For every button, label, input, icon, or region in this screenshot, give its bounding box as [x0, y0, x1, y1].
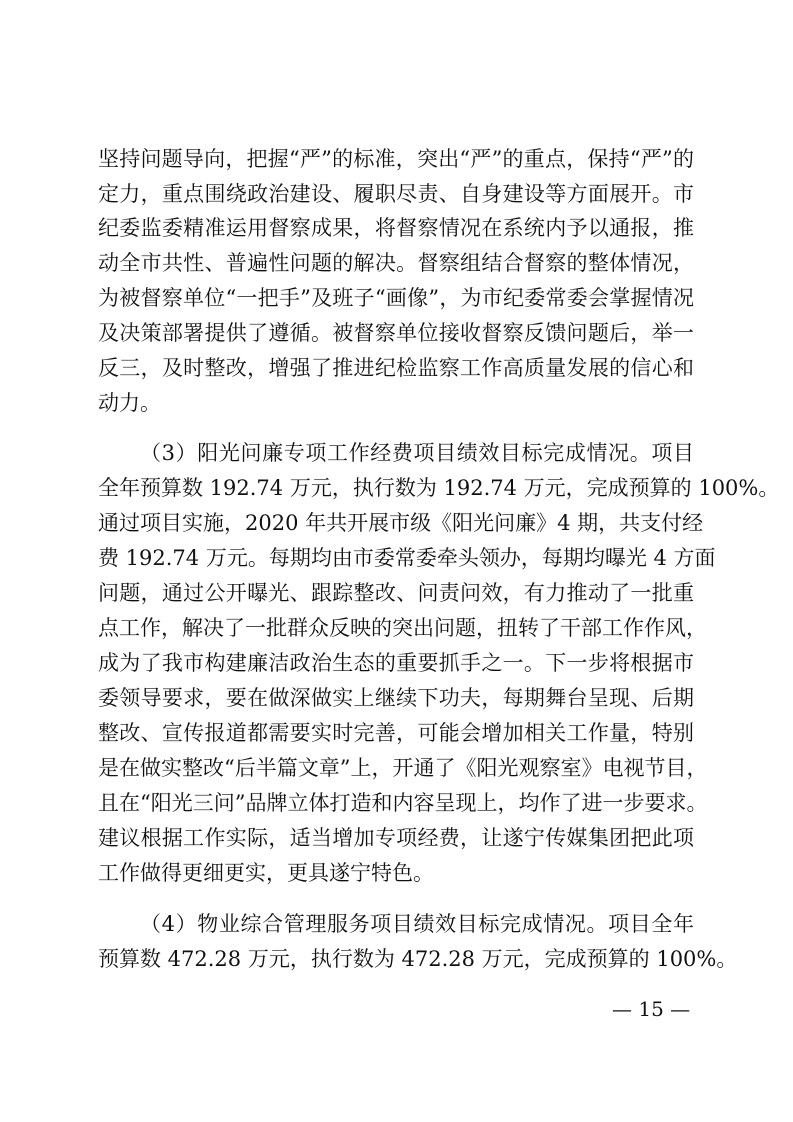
paragraph-line: 坚持问题导向，把握“严”的标准，突出“严”的重点，保持“严”的 — [98, 147, 694, 171]
paragraph-line: 工作做得更细更实，更具遂宁特色。 — [98, 861, 434, 885]
paragraph-line: 成为了我市构建廉洁政治生态的重要抓手之一。下一步将根据市 — [98, 651, 694, 675]
paragraph-line: 且在“阳光三问”品牌立体打造和内容呈现上，均作了进一步要求。 — [98, 791, 708, 815]
paragraph-line: 点工作，解决了一批群众反映的突出问题，扭转了干部工作作风， — [98, 616, 707, 640]
paragraph-line: 预算数 472.28 万元，执行数为 472.28 万元，完成预算的 100%。 — [98, 947, 738, 971]
paragraph-line: 问题，通过公开曝光、跟踪整改、问责问效，有力推动了一批重 — [98, 581, 694, 605]
paragraph-line: 为被督察单位“一把手”及班子“画像”，为市纪委常委会掌握情况 — [98, 286, 694, 310]
paragraph-line: 动全市共性、普遍性问题的解决。督察组结合督察的整体情况， — [98, 251, 694, 275]
paragraph-line: 动力。 — [98, 391, 161, 415]
paragraph-line: 通过项目实施，2020 年共开展市级《阳光问廉》4 期，共支付经 — [98, 511, 704, 535]
paragraph-line: 整改、宣传报道都需要实时完善，可能会增加相关工作量，特别 — [98, 721, 694, 745]
paragraph-line: 定力，重点围绕政治建设、履职尽责、自身建设等方面展开。市 — [98, 182, 694, 206]
paragraph-line: 及决策部署提供了遵循。被督察单位接收督察反馈问题后，举一 — [98, 321, 694, 345]
section-heading-line: （3）阳光问廉专项工作经费项目绩效目标完成情况。项目 — [140, 441, 694, 465]
section-heading-line: （4）物业综合管理服务项目绩效目标完成情况。项目全年 — [140, 912, 694, 936]
paragraph-line: 是在做实整改“后半篇文章”上，开通了《阳光观察室》电视节目， — [98, 756, 708, 780]
paragraph-line: 委领导要求，要在做深做实上继续下功夫，每期舞台呈现、后期 — [98, 686, 694, 710]
paragraph-line: 纪委监委精准运用督察成果，将督察情况在系统内予以通报，推 — [98, 216, 694, 240]
page-number: — 15 — — [612, 997, 691, 1021]
paragraph-line: 建议根据工作实际，适当增加专项经费，让遂宁传媒集团把此项 — [98, 826, 694, 850]
paragraph-line: 全年预算数 192.74 万元，执行数为 192.74 万元，完成预算的 100%。 — [98, 476, 780, 500]
paragraph-line: 反三，及时整改，增强了推进纪检监察工作高质量发展的信心和 — [98, 356, 694, 380]
paragraph-line: 费 192.74 万元。每期均由市委常委牵头领办，每期均曝光 4 方面 — [98, 546, 716, 570]
